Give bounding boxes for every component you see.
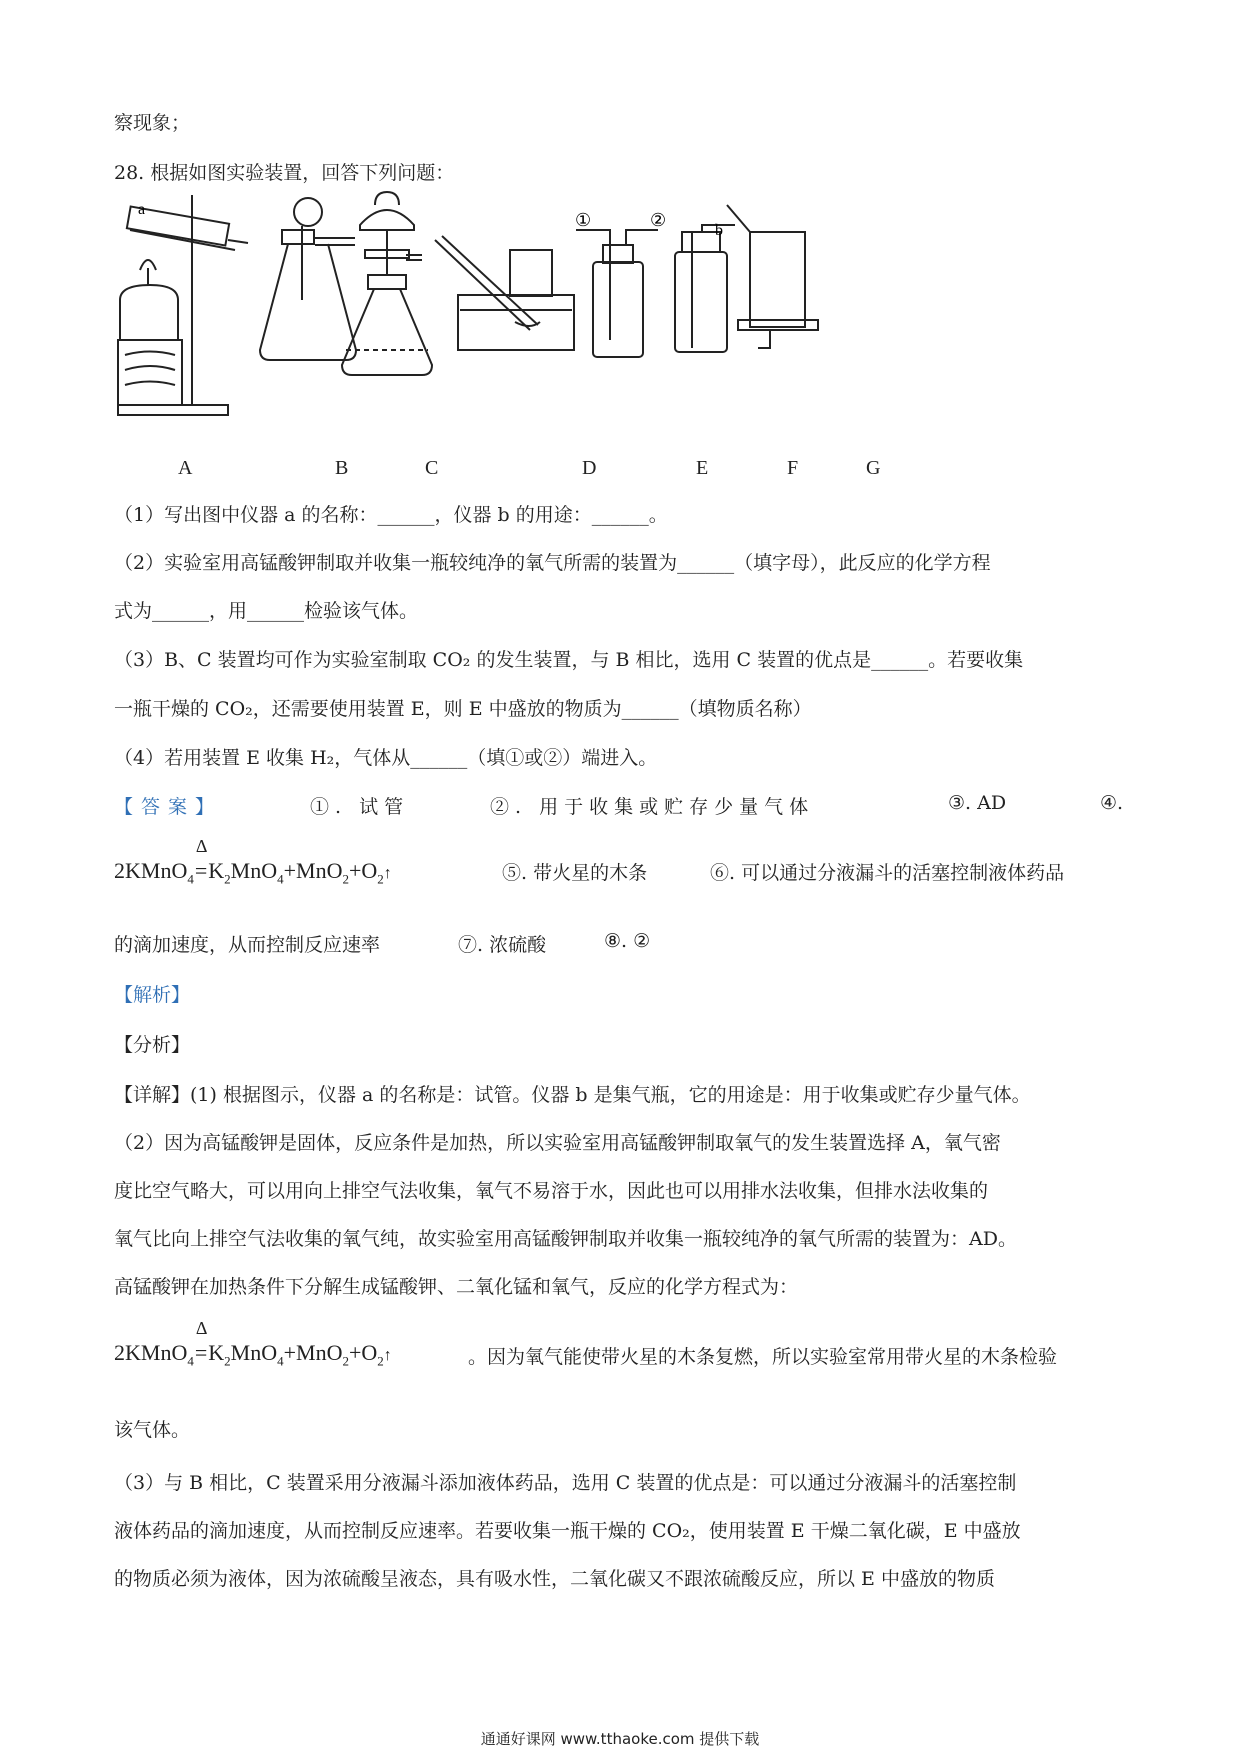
figure-label: A	[178, 457, 193, 479]
question-part: （4）若用装置 E 收集 H₂，气体从______（填①或②）端进入。	[114, 747, 658, 769]
question-title: 28. 根据如图实验装置，回答下列问题：	[114, 162, 455, 184]
answer-item: ⑥. 可以通过分液漏斗的活塞控制液体药品	[710, 862, 1065, 884]
analysis-tag: 【解析】	[114, 984, 191, 1006]
answer-item: ⑤. 带火星的木条	[502, 862, 648, 884]
detail-line: 氧气比向上排空气法收集的氧气纯，故实验室用高锰酸钾制取并收集一瓶较纯净的氧气所需的装置为：AD。	[114, 1228, 1017, 1250]
apparatus-a	[118, 195, 248, 415]
label-b: b	[715, 222, 723, 239]
answer-item: ②. 用于收集或贮存少量气体	[490, 796, 815, 818]
figure-label: F	[787, 457, 799, 479]
apparatus-f	[675, 225, 735, 352]
apparatus-d	[435, 236, 574, 350]
label-a: a	[138, 201, 146, 218]
port-2: ②	[650, 210, 667, 231]
detail-line: 该气体。	[114, 1419, 191, 1441]
apparatus-g	[727, 205, 818, 348]
apparatus-b	[260, 198, 356, 360]
answer-tag: 【答案】	[114, 796, 223, 818]
detail-line: 【详解】(1) 根据图示，仪器 a 的名称是：试管。仪器 b 是集气瓶，它的用途是：用于收集或贮存少量气体。	[114, 1084, 1031, 1106]
figure-label: C	[425, 457, 439, 479]
detail-line: 高锰酸钾在加热条件下分解生成锰酸钾、二氧化锰和氧气，反应的化学方程式为：	[114, 1276, 799, 1298]
port-1: ①	[575, 210, 592, 231]
answer-item: ⑧. ②	[604, 930, 651, 952]
figure-label: B	[335, 457, 349, 479]
answer-item: ③. AD	[948, 792, 1007, 814]
question-part: 一瓶干燥的 CO₂，还需要使用装置 E，则 E 中盛放的物质为______（填物质名称）	[114, 698, 812, 720]
question-part: （3）B、C 装置均可作为实验室制取 CO₂ 的发生装置，与 B 相比，选用 C 装置的优点是______。若要收集	[114, 649, 1024, 671]
apparatus-e	[576, 230, 658, 357]
answer-item: ④.	[1100, 792, 1124, 814]
question-part: （2）实验室用高锰酸钾制取并收集一瓶较纯净的氧气所需的装置为______（填字母），此反应的化学方程	[114, 552, 991, 574]
answer-item: ①. 试管	[310, 796, 410, 818]
question-part: （1）写出图中仪器 a 的名称：______，仪器 b 的用途：______。	[114, 504, 668, 526]
answer-item: 的滴加速度，从而控制反应速率	[114, 934, 381, 956]
detail-line: 液体药品的滴加速度，从而控制反应速率。若要收集一瓶干燥的 CO₂，使用装置 E 干燥二氧化碳，E 中盛放	[114, 1520, 1021, 1542]
figure-label: D	[582, 457, 597, 479]
detail-line: （2）因为高锰酸钾是固体，反应条件是加热，所以实验室用高锰酸钾制取氧气的发生装置选择 A，氧气密	[114, 1132, 1001, 1154]
detail-line: 的物质必须为液体，因为浓硫酸呈液态，具有吸水性，二氧化碳又不跟浓硫酸反应，所以 E 中盛放的物质	[114, 1568, 995, 1590]
answer-item: ⑦. 浓硫酸	[458, 934, 547, 956]
chemical-equation: 2KMnO$_4$= Δ $K_2MnO_4+MnO_2+O_2↑$	[114, 836, 392, 887]
text-line: 察现象；	[114, 112, 191, 134]
detail-line: 。因为氧气能使带火星的木条复燃，所以实验室常用带火星的木条检验	[468, 1346, 1058, 1368]
question-part: 式为______，用______检验该气体。	[114, 600, 419, 622]
apparatus-figure	[110, 190, 930, 430]
chemical-equation: 2KMnO$_4$= Δ $K_2MnO_4+MnO_2+O_2↑$	[114, 1318, 392, 1369]
page-footer: 通通好课网 www.tthaoke.com 提供下载	[480, 1730, 760, 1748]
detail-line: 度比空气略大，可以用向上排空气法收集，氧气不易溶于水，因此也可以用排水法收集，但排水法收集的	[114, 1180, 989, 1202]
figure-label: E	[696, 457, 709, 479]
detail-line: （3）与 B 相比，C 装置采用分液漏斗添加液体药品，选用 C 装置的优点是：可以通过分液漏斗的活塞控制	[114, 1472, 1017, 1494]
figure-label: G	[866, 457, 881, 479]
analysis-subtag: 【分析】	[114, 1034, 191, 1056]
